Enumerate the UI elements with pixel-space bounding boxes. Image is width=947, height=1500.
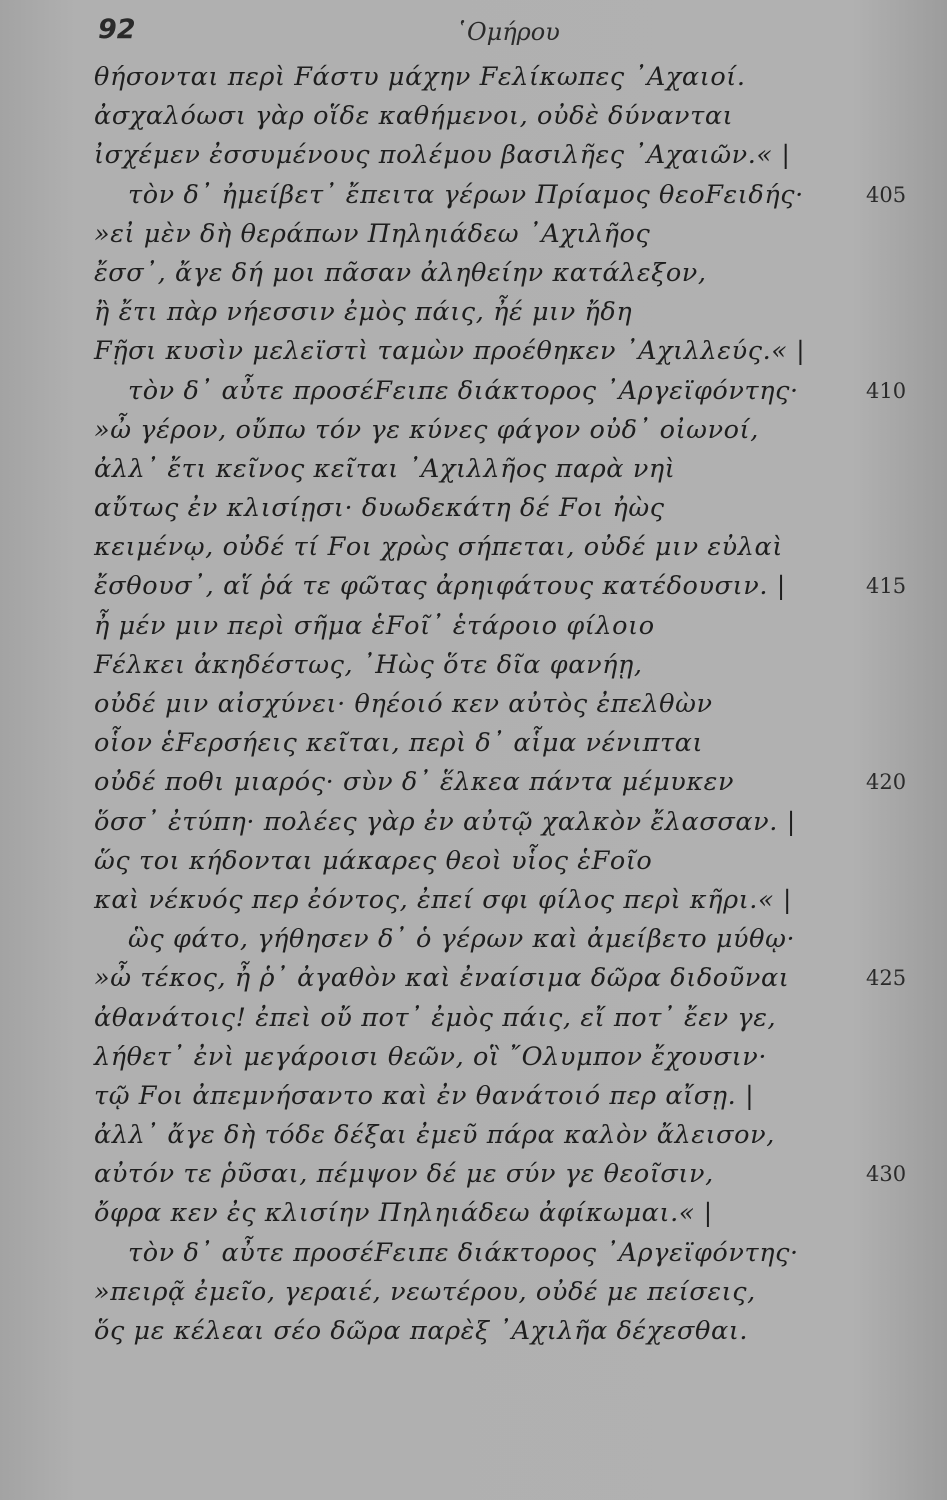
verse-line	[0, 411, 947, 450]
verse-text: ὥς τοι κήδονται μάκαρες θεοὶ υἷος ἑFοῖο	[94, 845, 653, 876]
verse-text: ἦ μέν μιν περὶ σῆμα ἑFοῖ᾿ ἑτάροιο φίλοιο	[94, 610, 655, 641]
verse-line	[0, 724, 947, 763]
verse-text: Fῇσι κυσὶν μελεϊστὶ ταμὼν προέθηκεν ᾿Αχιλλεύς.« |	[94, 336, 806, 367]
verse-line	[0, 372, 947, 411]
verse-block	[0, 58, 947, 1351]
verse-text: οὐδέ ποθι μιαρός· σὺν δ᾿ ἕλκεα πάντα μέμυκεν	[94, 767, 735, 798]
verse-text: αὐτόν τε ῥῦσαι, πέμψον δέ με σύν γε θεοῖσιν,	[94, 1159, 714, 1190]
verse-line	[0, 97, 947, 136]
page-number: 92	[98, 14, 136, 45]
verse-text: ὅς με κέλεαι σέο δῶρα παρὲξ ᾿Αχιλῆα δέχεσθαι.	[94, 1316, 749, 1346]
line-number: 420	[866, 770, 907, 795]
verse-text: ὣς φάτο, γήθησεν δ᾿ ὁ γέρων καὶ ἀμείβετο μύθῳ·	[128, 924, 796, 955]
verse-line	[0, 999, 947, 1038]
verse-line	[0, 842, 947, 881]
verse-line	[0, 58, 947, 97]
line-number: 415	[866, 574, 907, 599]
verse-text: ἢ ἔτι πὰρ νήεσσιν ἐμὸς πάις, ἦέ μιν ἤδη	[94, 297, 633, 328]
line-number: 425	[866, 966, 907, 991]
verse-text: ὅσσ᾿ ἐτύπη· πολέες γὰρ ἐν αὐτῷ χαλκὸν ἔλασσαν. |	[94, 806, 796, 837]
verse-text: ἀλλ᾿ ἄγε δὴ τόδε δέξαι ἐμεῦ πάρα καλὸν ἄλεισον,	[94, 1120, 775, 1151]
verse-line	[0, 1194, 947, 1233]
verse-line	[0, 176, 947, 215]
verse-line	[0, 136, 947, 175]
verse-text: θήσονται περὶ Fάστυ μάχην Fελίκωπες ᾿Αχαιοί.	[94, 62, 746, 92]
verse-line	[0, 1312, 947, 1351]
verse-line	[0, 254, 947, 293]
verse-line	[0, 215, 947, 254]
verse-text: ἀσχαλόωσι γὰρ οἵδε καθήμενοι, οὐδὲ δύνανται	[94, 101, 734, 132]
verse-line	[0, 567, 947, 606]
verse-text: ἀλλ᾿ ἔτι κεῖνος κεῖται ᾿Αχιλλῆος παρὰ νηὶ	[94, 453, 676, 484]
verse-line	[0, 881, 947, 920]
verse-line	[0, 528, 947, 567]
verse-text: »ὦ τέκος, ἦ ῥ᾿ ἀγαθὸν καὶ ἐναίσιμα δῶρα διδοῦναι	[94, 963, 790, 994]
verse-text: Fέλκει ἀκηδέστως, ᾿Ηὼς ὅτε δῖα φανήῃ,	[94, 649, 643, 680]
verse-text: οἷον ἑFερσήεις κεῖται, περὶ δ᾿ αἷμα νένιπται	[94, 728, 704, 759]
verse-line	[0, 646, 947, 685]
verse-line	[0, 920, 947, 959]
verse-text: οὐδέ μιν αἰσχύνει· θηέοιό κεν αὐτὸς ἐπελθὼν	[94, 689, 713, 719]
line-number: 410	[866, 378, 907, 403]
verse-line	[0, 763, 947, 802]
verse-text: »ὦ γέρον, οὔπω τόν γε κύνες φάγον οὐδ᾿ οἰωνοί,	[94, 414, 759, 445]
page-header	[0, 14, 947, 54]
verse-line	[0, 332, 947, 371]
verse-line	[0, 1155, 947, 1194]
verse-line	[0, 1234, 947, 1273]
verse-line	[0, 450, 947, 489]
line-number: 430	[866, 1162, 907, 1187]
verse-text: αὔτως ἐν κλισίῃσι· δυωδεκάτη δέ Fοι ἠὼς	[94, 493, 665, 524]
verse-line	[0, 959, 947, 998]
verse-text: »εἰ μὲν δὴ θεράπων Πηληιάδεω ᾿Αχιλῆος	[94, 218, 651, 249]
verse-text: ἔσθουσ᾿, αἵ ῥά τε φῶτας ἀρηιφάτους κατέδουσιν. |	[94, 571, 786, 602]
verse-text: ἔσσ᾿, ἄγε δή μοι πᾶσαν ἀληθείην κατάλεξον,	[94, 257, 707, 288]
verse-line	[0, 685, 947, 724]
verse-line	[0, 1077, 947, 1116]
verse-text: ἀθανάτοις! ἐπεὶ οὔ ποτ᾿ ἐμὸς πάις, εἴ ποτ᾿ ἔεν γε,	[94, 1002, 777, 1033]
line-number: 405	[866, 182, 907, 207]
verse-text: τῷ Fοι ἀπεμνήσαντο καὶ ἐν θανάτοιό περ αἴσῃ. |	[94, 1080, 755, 1111]
verse-text: τὸν δ᾿ αὖτε προσέFειπε διάκτορος ᾿Αργεϊφόντης·	[128, 375, 799, 406]
verse-line	[0, 1038, 947, 1077]
verse-text: ἰσχέμεν ἐσσυμένους πολέμου βασιλῆες ᾿Αχαιῶν.« |	[94, 140, 791, 171]
verse-text: λήθετ᾿ ἐνὶ μεγάροισι θεῶν, οἳ ῎Ολυμπον ἔχουσιν·	[94, 1041, 768, 1072]
verse-line	[0, 1273, 947, 1312]
verse-line	[0, 607, 947, 646]
running-head: ῾Ομήρου	[455, 18, 560, 46]
verse-line	[0, 803, 947, 842]
verse-text: »πειρᾷ ἐμεῖο, γεραιέ, νεωτέρου, οὐδέ με πείσεις,	[94, 1276, 756, 1307]
verse-text: ὄφρα κεν ἐς κλισίην Πηληιάδεω ἀφίκωμαι.« |	[94, 1198, 713, 1229]
verse-text: τὸν δ᾿ ἠμείβετ᾿ ἔπειτα γέρων Πρίαμος θεοFειδής·	[128, 179, 804, 210]
verse-text: καὶ νέκυός περ ἐόντος, ἐπεί σφι φίλος περὶ κῆρι.« |	[94, 884, 793, 915]
verse-line	[0, 489, 947, 528]
verse-line	[0, 293, 947, 332]
verse-line	[0, 1116, 947, 1155]
verse-text: τὸν δ᾿ αὖτε προσέFειπε διάκτορος ᾿Αργεϊφόντης·	[128, 1237, 799, 1268]
verse-text: κειμένῳ, οὐδέ τί Fοι χρὼς σήπεται, οὐδέ μιν εὐλαὶ	[94, 532, 783, 563]
